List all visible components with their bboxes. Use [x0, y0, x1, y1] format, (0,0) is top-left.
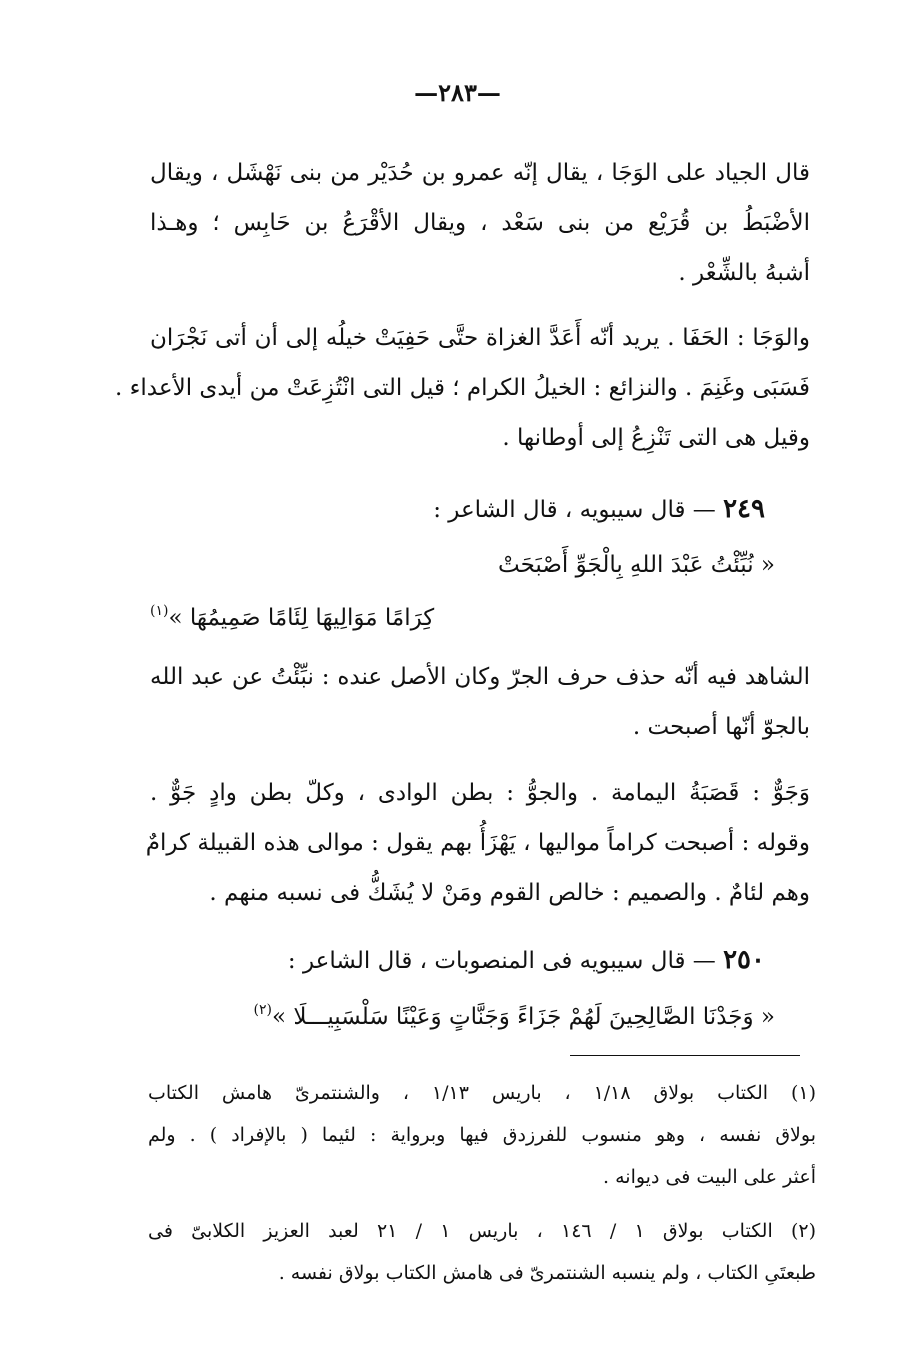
text-line: الشاهد فيه أنّه حذف حرف الجرّ وكان الأصل عنده : نبِّئْتُ عن عبد الله	[150, 664, 810, 690]
text-line: أشبهُ بالشِّعْر .	[678, 260, 810, 286]
entry-249-heading	[150, 484, 765, 534]
verse-250	[254, 992, 775, 1045]
footnote-mark: (٢)	[253, 1002, 272, 1018]
footnote-line: (١) الكتاب بولاق ١/١٨ ، باريس ١/١٣ ، والشنتمرىّ هامش الكتاب	[148, 1082, 817, 1104]
text-line: فَسَبَى وغَنِمَ . والنزائع : الخيلُ الكرام ؛ قيل التى انْتُزِعَتْ من أيدى الأعداء .	[114, 375, 810, 401]
text-line: وقوله : أصبحت كراماً مواليها ، يَهْزَأُ بهم يقول : موالى هذه القبيلة كرامٌ	[145, 830, 810, 856]
footnote-mark: (١)	[150, 603, 169, 619]
footnote-1	[148, 1072, 816, 1198]
footnote-line: أعثر على البيت فى ديوانه .	[603, 1166, 816, 1188]
entry-heading-text: قال سيبويه فى المنصوبات ، قال الشاعر :	[287, 948, 686, 974]
verse-text: « وَجَدْنَا الصَّالِحِينَ لَهُمْ جَزَاءً وَجَنَّاتٍ وَعَيْنًا سَلْسَبِيـــلَا »	[272, 1004, 775, 1030]
verse-249-second-hemistich	[150, 593, 434, 646]
footnote-separator	[570, 1055, 800, 1056]
paragraph-2	[114, 313, 810, 463]
text-line: والوَجَا : الحَفَا . يريد أنّه أَعَدَّ الغزاة حتَّى حَفِيَتْ خيلُه إلى أن أتى نَجْرَان	[150, 325, 810, 351]
text-line: وهم لئامٌ . والصميم : خالص القوم ومَنْ لا يُشَكُّ فى نسبه منهم .	[209, 880, 810, 906]
text-line: وقيل هى التى تَنْزِعُ إلى أوطانها .	[502, 425, 810, 451]
entry-number: ٢٤٩	[723, 494, 765, 524]
paragraph-3	[150, 652, 810, 752]
entry-dash: —	[685, 948, 724, 974]
entry-number: ٢٥٠	[723, 945, 765, 975]
footnote-line: بولاق نفسه ، وهو منسوب للفرزدق فيها وبرواية : لئيما ( بالإفراد ) . ولم	[148, 1124, 816, 1146]
footnote-line: طبعتَىِ الكتاب ، ولم ينسبه الشنتمرىّ فى هامش الكتاب بولاق نفسه .	[278, 1262, 816, 1284]
text-line: وَجَوٌّ : قَصَبَةُ اليمامة . والجوُّ : بطن الوادى ، وكلّ بطن وادٍ جَوٌّ .	[150, 780, 810, 806]
page-number: —٢٨٣—	[414, 78, 501, 107]
paragraph-4	[145, 768, 810, 918]
text-line: الأضْبَطُ بن قُرَيْع من بنى سَعْد ، ويقال الأقْرَعُ بن حَابِس ؛ وهـذا	[150, 210, 810, 236]
text-line: قال الجياد على الوَجَا ، يقال إنّه عمرو بن حُدَيْر من بنى نَهْشَل ، ويقال	[150, 160, 810, 186]
entry-dash: —	[685, 497, 724, 523]
text-line: بالجوّ أنّها أصبحت .	[632, 714, 810, 740]
paragraph-1	[150, 148, 810, 298]
verse-249-first-hemistich: « نُبِّئْتُ عَبْدَ اللهِ بِالْجَوِّ أَصْبَحَتْ	[497, 552, 775, 578]
verse-text: كِرَامًا مَوَالِيهَا لِئَامًا صَمِيمُهَا »	[168, 605, 435, 631]
entry-heading-text: قال سيبويه ، قال الشاعر :	[433, 497, 686, 523]
entry-250-heading	[150, 935, 765, 985]
footnote-line: (٢) الكتاب بولاق ١ / ١٤٦ ، باريس ١ / ٢١ لعبد العزيز الكلابىّ فى	[148, 1220, 817, 1242]
footnote-2	[148, 1210, 816, 1294]
